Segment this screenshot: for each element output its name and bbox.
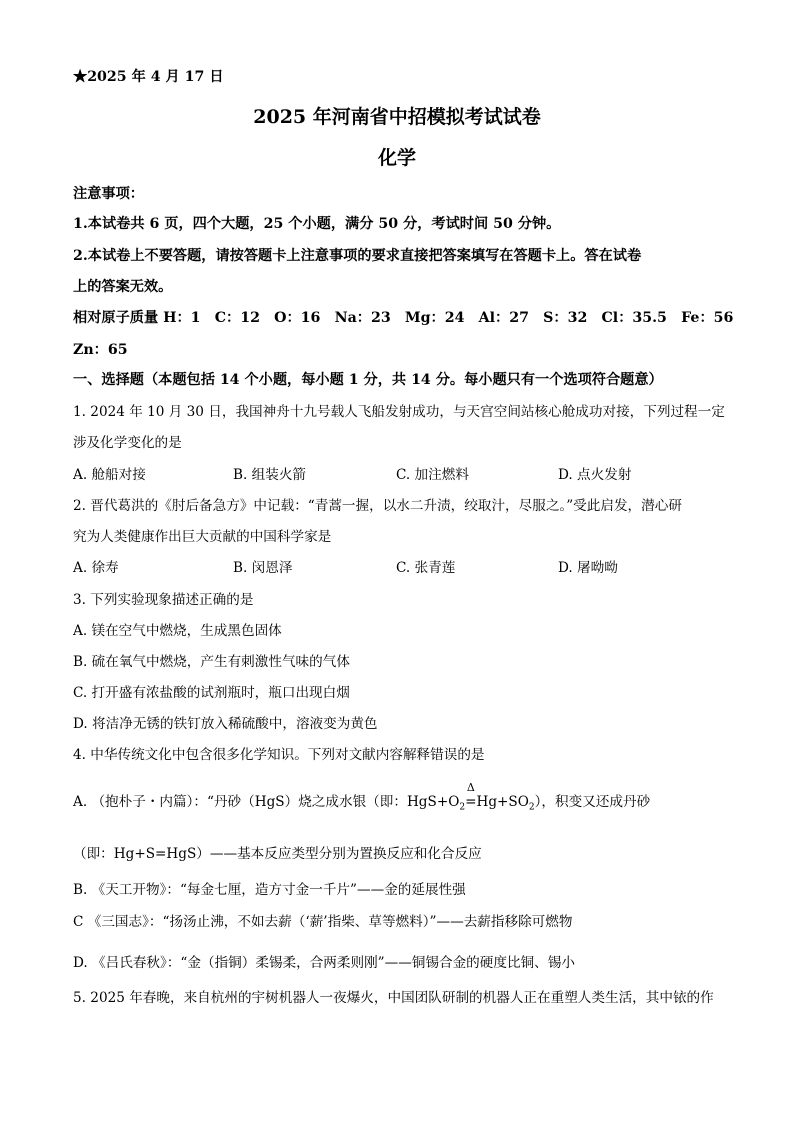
q2-option-d: D. 屠呦呦 — [558, 560, 618, 576]
subject-title: 化学 — [377, 147, 416, 169]
q1-option-d: D. 点火发射 — [558, 467, 632, 483]
q1-option-b: B. 组装火箭 — [233, 467, 307, 483]
atomic-mass-line-2: Zn：65 — [73, 342, 128, 358]
q1-option-a: A. 舱船对接 — [73, 467, 146, 483]
so2-subscript: 2 — [528, 802, 535, 813]
q4-option-a-line-2: （即：Hg+S=HgS）——基本反应类型分别为置换反应和化合反应 — [73, 846, 482, 862]
heating-condition — [465, 781, 477, 810]
page-title: 2025 年河南省中招模拟考试试卷 — [253, 106, 541, 128]
q5-stem-line-1: 5. 2025 年春晚，来自杭州的宇树机器人一夜爆火，中国团队研制的机器人正在重塑人类生活，其中铱的作 — [73, 990, 714, 1006]
q2-option-b: B. 闵恩泽 — [233, 560, 293, 576]
q4-option-b: B. 《天工开物》：“每金七厘，造方寸金一千片”——金的延展性强 — [73, 882, 466, 898]
q4-option-d: D. 《吕氏春秋》：“金（指铜）柔锡柔，合两柔则刚”——铜锡合金的硬度比铜、锡小 — [73, 955, 575, 971]
q3-option-a: A. 镁在空气中燃烧，生成黑色固体 — [73, 623, 282, 639]
notes-item-2-line-1: 2.本试卷上不要答题，请按答题卡上注意事项的要求直接把答案填写在答题卡上。答在试卷 — [73, 248, 642, 264]
equals-sign: = — [465, 794, 477, 810]
exam-date: ★2025 年 4 月 17 日 — [73, 69, 224, 85]
q2-option-a: A. 徐寿 — [73, 560, 119, 576]
notes-item-2-line-2: 上的答案无效。 — [73, 279, 173, 295]
q4-option-c: C 《三国志》：“扬汤止沸，不如去薪（‘薪’指柴、草等燃料）”——去薪指移除可燃物 — [73, 914, 573, 930]
q3-option-d: D. 将洁净无锈的铁钉放入稀硫酸中，溶液变为黄色 — [73, 716, 378, 732]
delta-symbol: Δ — [466, 781, 475, 794]
notes-item-1: 1.本试卷共 6 页，四个大题，25 个小题，满分 50 分，考试时间 50 分钟。 — [73, 216, 561, 232]
q1-stem-line-1: 1. 2024 年 10 月 30 日，我国神舟十九号载人飞船发射成功，与天宫空间站核心舱成功对接，下列过程一定 — [73, 404, 725, 420]
q4-option-a-products: Hg+SO — [476, 794, 529, 810]
q2-stem-line-1: 2. 晋代葛洪的《肘后备急方》中记载：“青蒿一握，以水二升渍，绞取汁，尽服之。”受此启发，潜心研 — [73, 498, 682, 514]
q4-stem: 4. 中华传统文化中包含很多化学知识。下列对文献内容解释错误的是 — [73, 747, 485, 763]
q1-option-c: C. 加注燃料 — [396, 467, 469, 483]
q3-stem: 3. 下列实验现象描述正确的是 — [73, 592, 254, 608]
q4-option-a-prefix: A. （抱朴子・内篇）：“丹砂（HgS）烧之成水银（即：HgS+O — [73, 794, 460, 810]
q3-option-b: B. 硫在氧气中燃烧，产生有刺激性气味的气体 — [73, 654, 350, 670]
q4-option-a-suffix: ），积变又还成丹砂 — [534, 794, 651, 810]
notes-heading: 注意事项： — [73, 186, 144, 202]
o2-subscript: 2 — [459, 802, 466, 813]
q4-option-a-line-1 — [73, 781, 651, 813]
q2-option-c: C. 张青莲 — [396, 560, 456, 576]
q2-stem-line-2: 究为人类健康作出巨大贡献的中国科学家是 — [73, 529, 332, 545]
q1-stem-line-2: 涉及化学变化的是 — [73, 435, 182, 451]
q3-option-c: C. 打开盛有浓盐酸的试剂瓶时，瓶口出现白烟 — [73, 685, 350, 701]
section-1-heading: 一、选择题（本题包括 14 个小题，每小题 1 分，共 14 分。每小题只有一个选项符合题意） — [73, 372, 663, 388]
atomic-mass-line-1: 相对原子质量 H：1 C：12 O：16 Na：23 Mg：24 Al：27 S：32 Cl：35.5 Fe：56 — [73, 310, 734, 326]
